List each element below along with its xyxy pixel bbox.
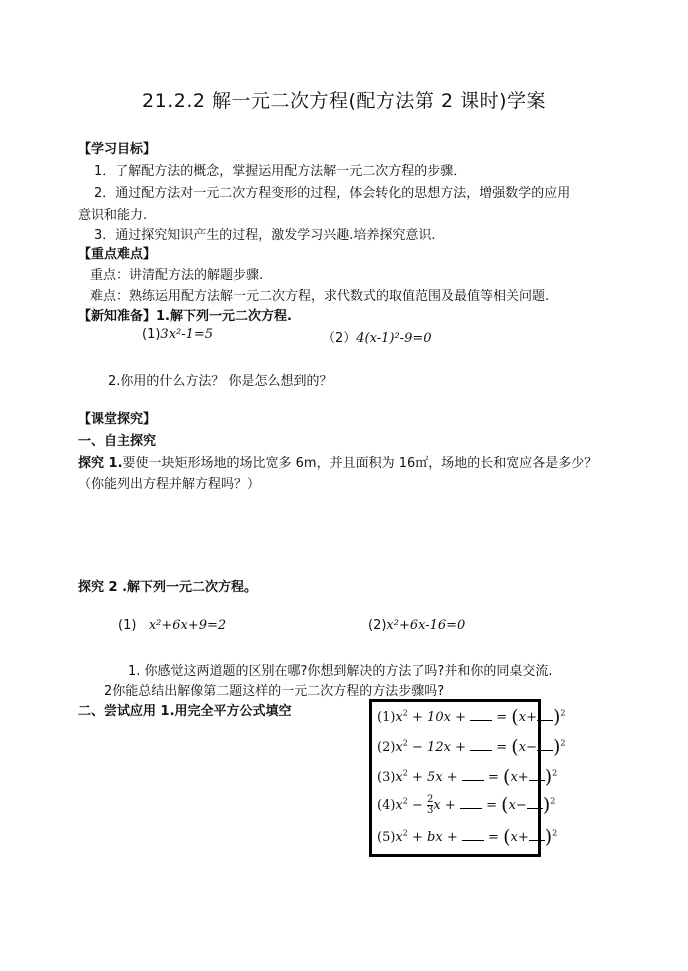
prep-eq2 <box>322 327 432 346</box>
fill-in-box <box>369 699 566 857</box>
fill-row-4-blank[interactable] <box>460 798 482 809</box>
fill-row-5-lparen: ( <box>503 826 511 848</box>
fill-row-3-label: (3) <box>377 770 396 785</box>
fill-row-1-lparen: ( <box>511 706 519 728</box>
fill-row-1 <box>377 706 565 728</box>
fill-row-1-plus2: + <box>455 710 466 725</box>
fill-row-1-plus: + <box>412 710 423 725</box>
fill-row-2-plus: + <box>455 740 466 755</box>
fill-row-5-blank[interactable] <box>462 830 484 841</box>
fill-row-2-minus2: − <box>526 740 537 755</box>
fill-row-3-plus3: + <box>517 770 529 785</box>
fill-row-3-plus2: + <box>446 770 458 785</box>
fill-row-1-sq2: 2 <box>560 708 566 718</box>
fill-row-2-lparen: ( <box>511 736 519 758</box>
fill-row-5-eq: = <box>488 830 499 845</box>
fill-row-2-minus: − <box>412 740 423 755</box>
fill-row-4-num: 2 <box>427 794 434 805</box>
fill-row-3-x2: x <box>510 770 518 785</box>
fill-row-2 <box>377 736 565 758</box>
section-2-heading: 二、尝试应用 1.用完全平方公式填空 <box>78 704 292 719</box>
preparation-heading: 【新知准备】1.解下列一元二次方程. <box>78 309 292 324</box>
fill-row-4-x: x <box>395 798 403 813</box>
fill-row-4-minus: − <box>412 798 423 813</box>
fill-row-5-plus3: + <box>517 830 529 845</box>
explore-1-hint: （你能列出方程并解方程吗？） <box>78 477 261 492</box>
explore-2-eq2 <box>368 618 465 633</box>
fill-row-5-label: (5) <box>377 830 396 845</box>
prep-eq2-label: （2） <box>322 331 357 346</box>
fill-row-5-x2: x <box>510 830 518 845</box>
explore-2-eq1 <box>118 618 226 633</box>
discuss-2: 2你能总结出解像第二题这样的一元二次方程的方法步骤吗? <box>104 684 445 699</box>
fill-row-5-x: x <box>395 830 403 845</box>
fill-row-1-blank[interactable] <box>470 710 492 721</box>
fill-row-4-xterm: x <box>433 798 441 813</box>
prep-eq1 <box>142 327 213 342</box>
explore-2-eq1-label: (1) <box>118 618 137 633</box>
fill-row-1-x2: x <box>518 710 527 725</box>
explore-2: 探究 2 .解下列一元二次方程。 <box>78 580 258 595</box>
fill-row-4-blank2[interactable] <box>527 798 543 809</box>
fill-row-4-rparen: ) <box>542 794 551 816</box>
fill-row-2-term: 12x <box>427 740 451 755</box>
fill-row-5-sq: 2 <box>402 828 408 838</box>
classroom-heading: 【课堂探究】 <box>78 412 157 427</box>
fill-row-2-rparen: ) <box>552 736 561 758</box>
fill-row-2-x2: x <box>518 740 527 755</box>
fill-row-3-eq: = <box>487 770 499 785</box>
fill-row-1-eq: = <box>496 710 508 725</box>
fill-row-4-sq: 2 <box>402 796 408 806</box>
fill-row-5-term: bx <box>427 830 443 845</box>
fill-row-3-lparen: ( <box>503 766 511 788</box>
prep-eq1-expr: 3x²-1=5 <box>160 327 214 342</box>
fill-row-2-blank[interactable] <box>470 740 492 751</box>
fill-row-2-sq2: 2 <box>560 738 566 748</box>
fill-row-1-label: (1) <box>377 710 396 725</box>
fill-row-4-plus: + <box>444 798 456 813</box>
fill-row-4 <box>377 794 555 816</box>
fill-row-1-blank2[interactable] <box>537 710 553 721</box>
fill-row-2-sq: 2 <box>402 738 408 748</box>
explore-1-text: 要使一块矩形场地的场比宽多 6m，并且面积为 16㎡，场地的长和宽应各是多少？ <box>122 456 598 471</box>
fill-row-3-x: x <box>395 770 403 785</box>
explore-1-label: 探究 1. <box>78 456 123 471</box>
fill-row-2-eq: = <box>496 740 508 755</box>
objective-2: 2．通过配方法对一元二次方程变形的过程，体会转化的思想方法，增强数学的应用 <box>94 186 571 201</box>
fill-row-4-label: (4) <box>377 798 396 813</box>
fill-row-4-x2: x <box>508 798 516 813</box>
key-points-heading: 【重点难点】 <box>78 247 157 262</box>
explore-1 <box>78 452 597 471</box>
fill-row-3-term: 5x <box>427 770 443 785</box>
section-1-heading: 一、自主探究 <box>78 434 157 449</box>
fill-row-4-minus2: − <box>515 798 527 813</box>
fill-row-5-plus: + <box>412 830 423 845</box>
explore-2-eq2-expr: x²+6x-16=0 <box>386 618 466 633</box>
fill-row-2-label: (2) <box>377 740 396 755</box>
fill-row-5-plus2: + <box>446 830 458 845</box>
fill-row-2-x: x <box>395 740 403 755</box>
objective-2-cont: 意识和能力. <box>78 208 148 223</box>
fill-row-4-eq: = <box>486 798 497 813</box>
fill-row-3-sq: 2 <box>402 768 408 778</box>
fill-row-5 <box>377 826 557 848</box>
explore-2-eq1-expr: x²+6x+9=2 <box>148 618 227 633</box>
fill-row-3-blank[interactable] <box>462 770 484 781</box>
fill-row-5-sq2: 2 <box>552 828 558 838</box>
fill-row-1-sq: 2 <box>402 708 408 718</box>
fill-row-3-sq2: 2 <box>552 768 558 778</box>
fill-row-1-rparen: ) <box>552 706 561 728</box>
prep-question-2: 2.你用的什么方法？ 你是怎么想到的？ <box>108 374 333 389</box>
objective-1: 1．了解配方法的概念，掌握运用配方法解一元二次方程的步骤． <box>94 164 467 179</box>
fill-row-4-lparen: ( <box>501 794 509 816</box>
fill-row-3-rparen: ) <box>544 766 553 788</box>
difficulty-point: 难点：熟练运用配方法解一元二次方程，求代数式的取值范围及最值等相关问题. <box>90 289 550 304</box>
fill-row-3-blank2[interactable] <box>529 770 545 781</box>
fill-row-4-sq2: 2 <box>550 796 556 806</box>
fill-row-4-den: 3 <box>427 805 434 816</box>
fill-row-1-term: 10x <box>427 710 451 725</box>
fill-row-1-x: x <box>395 710 403 725</box>
prep-eq1-label: (1) <box>142 327 161 342</box>
page-title: 21.2.2 解一元二次方程(配方法第 2 课时)学案 <box>142 90 546 112</box>
fill-row-1-plus3: + <box>526 710 537 725</box>
fill-row-3-plus: + <box>412 770 423 785</box>
fill-row-5-rparen: ) <box>544 826 553 848</box>
objectives-heading: 【学习目标】 <box>78 142 157 157</box>
fill-row-5-blank2[interactable] <box>529 830 545 841</box>
objective-3: 3．通过探究知识产生的过程，激发学习兴趣.培养探究意识. <box>94 228 436 243</box>
fill-row-2-blank2[interactable] <box>537 740 553 751</box>
fill-row-3 <box>377 766 557 788</box>
prep-eq2-expr: 4(x-1)²-9=0 <box>356 331 432 346</box>
discuss-1: 1. 你感觉这两道题的区别在哪?你想到解决的方法了吗?并和你的同桌交流. <box>128 664 553 679</box>
focus-point: 重点：讲清配方法的解题步骤. <box>90 268 264 283</box>
explore-2-eq2-label: (2) <box>368 618 387 633</box>
